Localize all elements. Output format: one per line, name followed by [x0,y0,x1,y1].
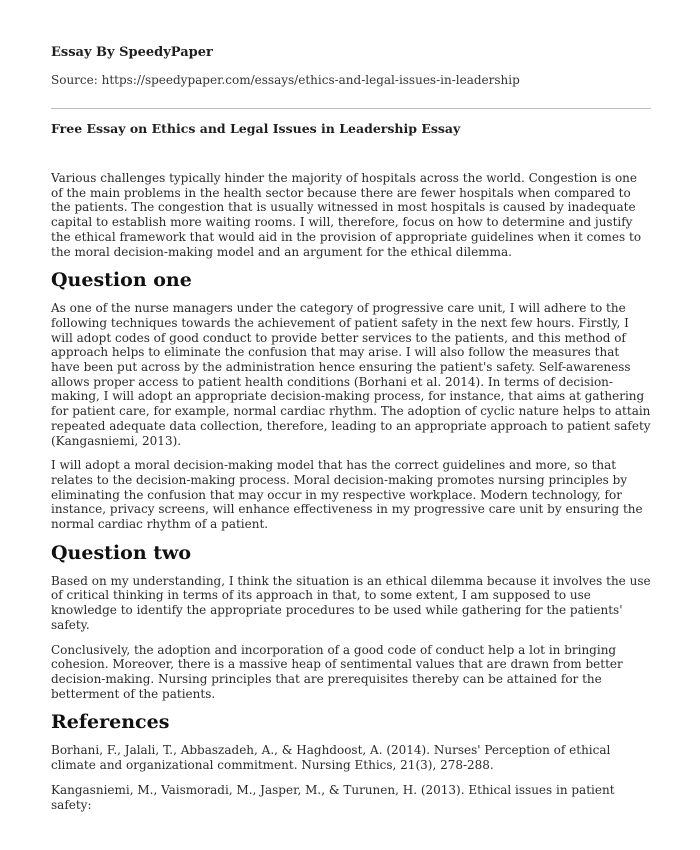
essay-body [51,171,651,822]
source-url[interactable]: https://speedypaper.com/essays/ethics-and-legal-issues-in-leadership [101,73,520,87]
essay-brand-heading: Essay By SpeedyPaper [51,45,213,60]
header-divider [51,108,651,109]
reference-item: Kangasniemi, M., Vaismoradi, M., Jasper, M., & Turunen, H. (2013). Ethical issues in patient safety: [51,782,615,812]
source-label: Source: [51,73,98,87]
intro-paragraph: Various challenges typically hinder the majority of hospitals across the world. Congestion is one of the main problems in the health sector because there are fewer hospitals when compared to the patients. The congestion that is usually witnessed in most hospitals is caused by inadequate capital to establish more waiting rooms. I will, therefore, focus on how to determine and justify the ethical framework that would aid in the provision of appropriate guidelines when it comes to the moral decision-making model and an argument for the ethical dilemma. [51,171,642,259]
question-one-heading: Question one [51,269,192,292]
question-one-paragraph-2: I will adopt a moral decision-making model that has the correct guidelines and more, so that relates to the decision-making process. Moral decision-making promotes nursing principles by eliminating the confusion that may occur in my respective workplace. Modern technology, for instance, privacy screens, will enhance effectiveness in my progressive care unit by ensuring the normal cardiac rhythm of a patient. [51,458,643,532]
question-two-heading: Question two [51,541,192,564]
question-two-paragraph-1: Based on my understanding, I think the situation is an ethical dilemma because it involves the use of critical thinking in terms of its approach in that, to some extent, I am supposed to use knowledge to identify the appropriate procedures to be used while gathering for the patients' safety. [51,573,651,632]
essay-title: Free Essay on Ethics and Legal Issues in Leadership Essay [51,121,461,136]
reference-item: Borhani, F., Jalali, T., Abbaszadeh, A., & Haghdoost, A. (2014). Nurses' Perception of ethical climate and organizational commitment. Nursing Ethics, 21(3), 278-288. [51,743,611,773]
question-one-paragraph-1: As one of the nurse managers under the category of progressive care unit, I will adhere to the following techniques towards the achievement of patient safety in the next few hours. Firstly, I will adopt codes of good conduct to provide better services to the patients, and this method of approach helps to eliminate the confusion that may arise. I will also follow the measures that have been put across by the administration hence ensuring the patient's safety. Self-awareness allows proper access to patient health conditions (Borhani et al. 2014). In terms of decision-making, I will adopt an appropriate decision-making process, for instance, that aims at gathering for patient care, for example, normal cardiac rhythm. The adoption of cyclic nature helps to attain repeated adequate data collection, therefore, leading to an appropriate approach to patient safety (Kangasniemi, 2013). [51,301,651,448]
question-two-paragraph-2: Conclusively, the adoption and incorporation of a good code of conduct help a lot in bringing cohesion. Moreover, there is a massive heap of sentimental values that are drawn from better decision-making. Nursing principles that are prerequisites thereby can be attained for the betterment of the patients. [51,642,623,701]
source-line [51,73,520,87]
references-heading: References [51,711,170,734]
